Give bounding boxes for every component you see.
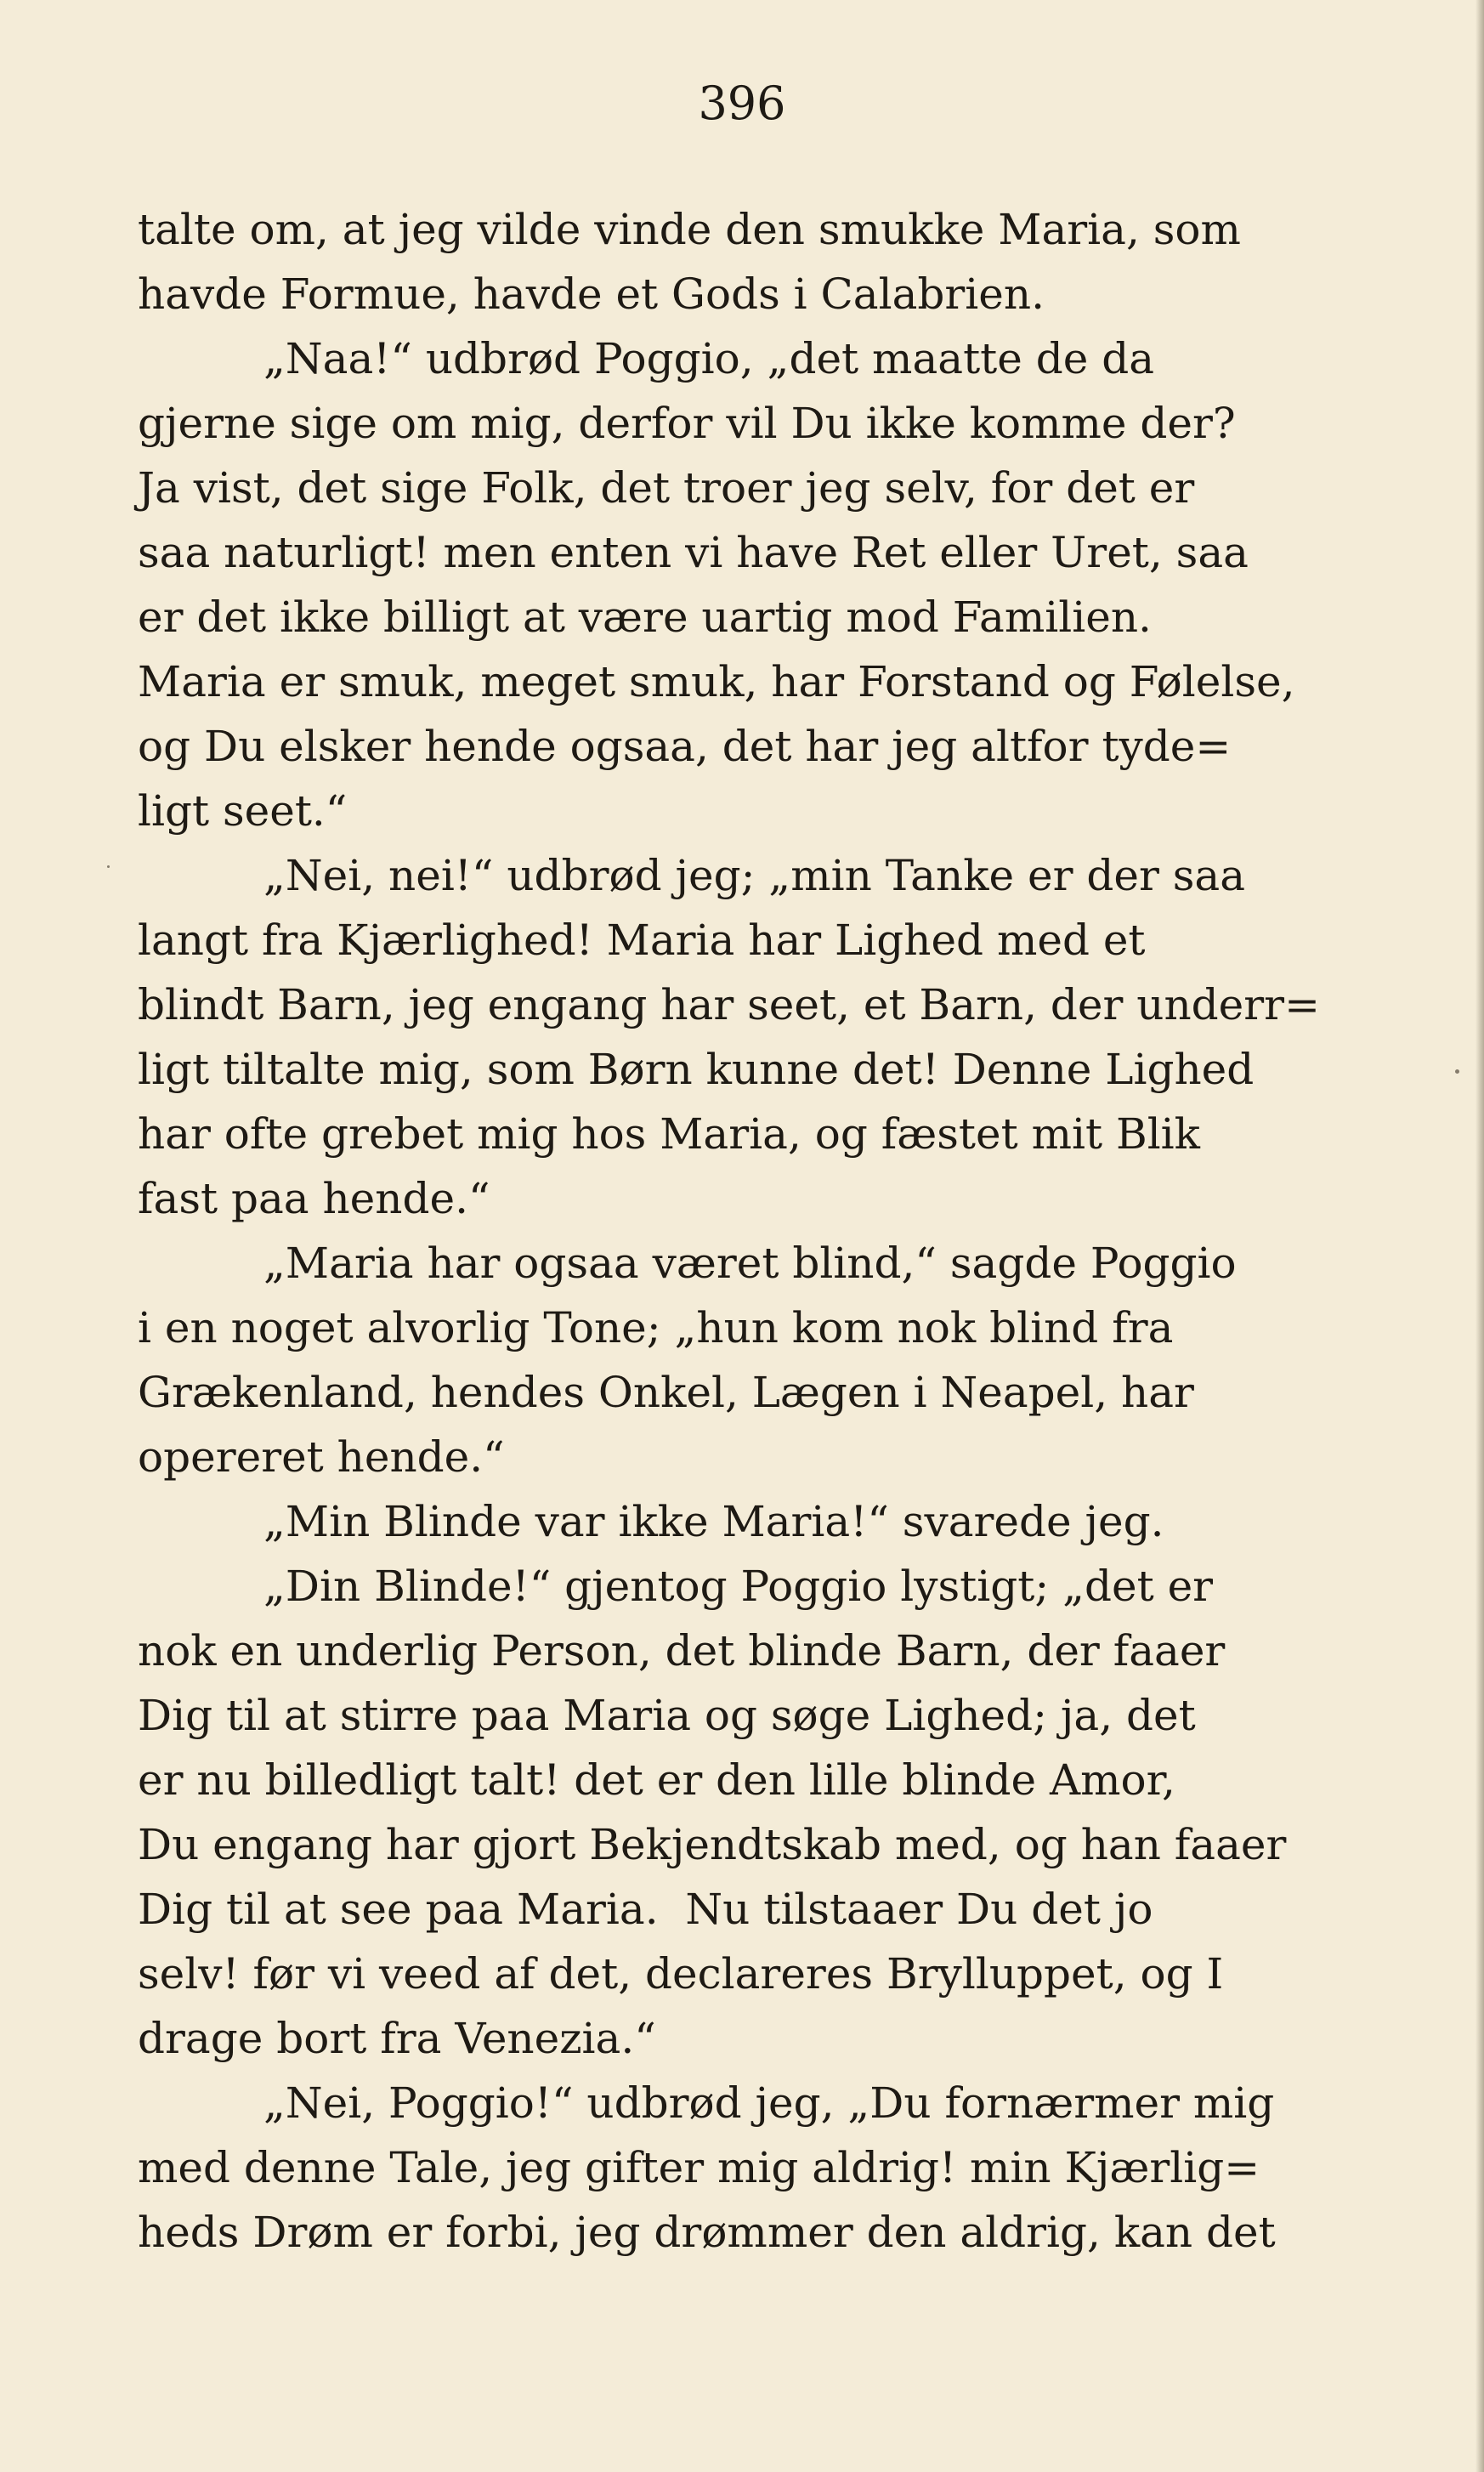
text-line: er nu billedligt talt! det er den lille blinde Amor, (138, 1755, 1175, 1805)
text-line: Dig til at stirre paa Maria og søge Lighed; ja, det (138, 1691, 1196, 1740)
text-line: ligt seet.“ (138, 786, 348, 836)
text-line: gjerne sige om mig, derfor vil Du ikke komme der? (138, 399, 1236, 448)
text-line: Du engang har gjort Bekjendtskab med, og han faaer (138, 1820, 1287, 1869)
text-line: langt fra Kjærlighed! Maria har Lighed med et (138, 916, 1146, 965)
text-line: „Nei, nei!“ udbrød jeg; „min Tanke er der saa (263, 851, 1246, 900)
page-number: 396 (698, 77, 786, 130)
paper-speck (107, 865, 110, 868)
text-line: blindt Barn, jeg engang har seet, et Barn, der underr= (138, 980, 1320, 1029)
paper-speck (1455, 1069, 1459, 1074)
text-line: i en noget alvorlig Tone; „hun kom nok blind fra (138, 1303, 1174, 1352)
text-line: Maria er smuk, meget smuk, har Forstand og Følelse, (138, 657, 1295, 706)
text-line: „Maria har ogsaa været blind,“ sagde Poggio (263, 1239, 1237, 1288)
text-line: har ofte grebet mig hos Maria, og fæstet mit Blik (138, 1109, 1200, 1159)
text-line: opereret hende.“ (138, 1432, 505, 1482)
text-line: havde Formue, havde et Gods i Calabrien. (138, 269, 1045, 319)
text-line: fast paa hende.“ (138, 1174, 490, 1223)
text-line: nok en underlig Person, det blinde Barn, der faaer (138, 1626, 1226, 1675)
text-line: „Min Blinde var ikke Maria!“ svarede jeg. (263, 1497, 1164, 1546)
text-line: „Naa!“ udbrød Poggio, „det maatte de da (263, 334, 1155, 383)
text-line: er det ikke billigt at være uartig mod Familien. (138, 592, 1152, 642)
text-line: saa naturligt! men enten vi have Ret eller Uret, saa (138, 528, 1249, 577)
text-line: „Nei, Poggio!“ udbrød jeg, „Du fornærmer mig (263, 2078, 1275, 2128)
text-line: Dig til at see paa Maria. Nu tilstaaer Du det jo (138, 1885, 1153, 1934)
text-block (138, 197, 1355, 2265)
page-edge-shadow (1476, 0, 1484, 2472)
text-line: „Din Blinde!“ gjentog Poggio lystigt; „det er (263, 1562, 1214, 1611)
text-line: selv! før vi veed af det, declareres Brylluppet, og I (138, 1949, 1224, 1999)
text-line: med denne Tale, jeg gifter mig aldrig! min Kjærlig= (138, 2143, 1260, 2192)
text-line: drage bort fra Venezia.“ (138, 2014, 656, 2063)
text-line: Grækenland, hendes Onkel, Lægen i Neapel, har (138, 1368, 1194, 1417)
text-line: talte om, at jeg vilde vinde den smukke Maria, som (138, 205, 1241, 254)
text-line: heds Drøm er forbi, jeg drømmer den aldrig, kan det (138, 2208, 1276, 2257)
text-line: og Du elsker hende ogsaa, det har jeg altfor tyde= (138, 722, 1232, 771)
text-line: ligt tiltalte mig, som Børn kunne det! Denne Lighed (138, 1045, 1255, 1094)
text-line: Ja vist, det sige Folk, det troer jeg selv, for det er (138, 463, 1195, 513)
